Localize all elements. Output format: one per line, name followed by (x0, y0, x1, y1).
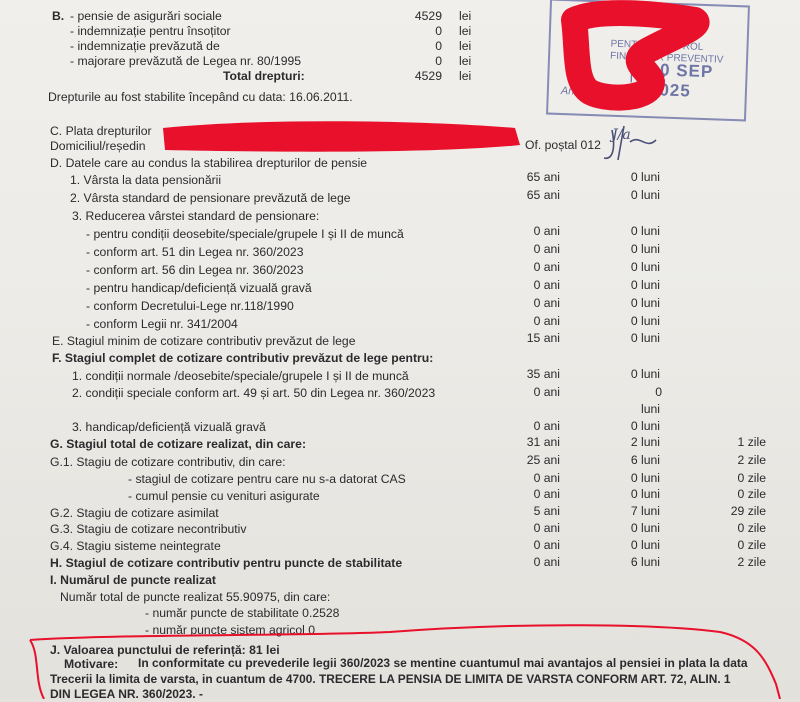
reduction-label: - conform Decretului-Lege nr.118/1990 (86, 299, 294, 313)
reduction-luni: 0 luni (630, 296, 660, 310)
section-b-unit: lei (459, 9, 472, 23)
f-row-luni-number: 0 (655, 385, 662, 399)
f-row-ani: 0 ani (533, 385, 560, 399)
section-b-value: 0 (435, 24, 442, 38)
reduction-label: - conform art. 51 din Legea nr. 360/2023 (86, 245, 304, 259)
reduction-luni: 0 luni (630, 278, 660, 292)
reduction-luni: 0 luni (630, 314, 660, 328)
section-d-title: D. Datele care au condus la stabilirea drepturilor de pensie (50, 156, 368, 170)
section-c-domicile: Domiciliul/reședin (50, 139, 146, 153)
section-b-value: 4529 (414, 9, 442, 23)
f-row-ani: 35 ani (526, 367, 560, 381)
g-total-zile: 1 zile (737, 435, 766, 449)
section-b-unit: lei (459, 39, 472, 53)
reduction-label: - conform art. 56 din Legea nr. 360/2023 (86, 263, 304, 277)
stamp-header: CASA (623, 7, 654, 21)
handwritten-initials: J/a (612, 127, 631, 143)
section-b-label: - pensie de asigurări sociale (70, 9, 222, 23)
section-b-letter: B. (52, 9, 65, 23)
g-row-ani: 0 ani (533, 521, 560, 535)
section-h-zile: 2 zile (737, 555, 766, 569)
f-row-luni: 0 luni (630, 367, 660, 381)
reduction-luni: 0 luni (630, 260, 660, 274)
g-total-luni: 2 luni (630, 435, 660, 449)
section-b-value: 0 (435, 39, 442, 53)
section-b-value: 0 (435, 54, 442, 68)
reduction-ani: 0 ani (533, 278, 560, 292)
g-row-label: G.3. Stagiu de cotizare necontributiv (50, 522, 247, 536)
g-row-zile: 0 zile (737, 538, 766, 552)
d-row-luni: 0 luni (630, 170, 660, 184)
g-row-zile: 0 zile (737, 487, 766, 501)
redaction-mark-c (163, 121, 520, 151)
g-row-luni: 0 luni (630, 521, 660, 535)
g-row-zile: 0 zile (737, 521, 766, 535)
total-points: Număr total de puncte realizat 55.90975, din care: (60, 590, 331, 604)
section-e-label: E. Stagiul minim de cotizare contributiv prevăzut de lege (52, 334, 356, 348)
g-row-label: G.4. Stagiu sisteme neintegrate (50, 539, 221, 553)
section-j-title: J. Valoarea punctului de referință: 81 lei (50, 643, 280, 657)
stamp-date: 10 SEP 2025 (648, 60, 714, 101)
g-row-label: - stagiul de cotizare pentru care nu s-a datorat CAS (128, 472, 406, 486)
d-row-label: 2. Vârsta standard de pensionare prevăzută de lege (70, 191, 351, 205)
f-row-luni: 0 luni (630, 419, 660, 433)
section-h-luni: 6 luni (630, 555, 660, 569)
section-e-luni: 0 luni (630, 331, 660, 345)
rights-established-date: Drepturile au fost stabilite începând cu data: 16.06.2011. (48, 90, 353, 104)
f-row-label: 3. handicap/deficiență vizuală gravă (72, 420, 266, 434)
reduction-label: - conform Legii nr. 341/2004 (86, 317, 238, 331)
g-row-zile: 29 zile (730, 504, 766, 518)
section-f-title: F. Stagiul complet de cotizare contributiv prevăzut de lege pentru: (52, 351, 434, 365)
f-row-luni-word: luni (641, 402, 660, 416)
g-row-luni: 7 luni (630, 504, 660, 518)
g-total-ani: 31 ani (526, 435, 560, 449)
g-row-ani: 0 ani (533, 487, 560, 501)
section-e-ani: 15 ani (526, 331, 560, 345)
stamp-an: An... (560, 84, 584, 98)
g-row-label: G.2. Stagiu de cotizare asimilat (50, 506, 219, 520)
g-row-luni: 6 luni (630, 453, 660, 467)
total-drepturi-unit: lei (459, 69, 472, 83)
total-drepturi-label: Total drepturi: (223, 69, 305, 83)
section-b-label: - majorare prevăzută de Legea nr. 80/1995 (70, 54, 302, 68)
f-row-label: 2. condiții speciale conform art. 49 și art. 50 din Legea nr. 360/2023 (72, 386, 436, 400)
f-row-ani: 0 ani (533, 419, 560, 433)
g-row-zile: 2 zile (737, 453, 766, 467)
section-g-title: G. Stagiul total de cotizare realizat, din care: (50, 437, 307, 451)
reduction-luni: 0 luni (630, 224, 660, 238)
agricultural-points: - număr puncte sistem agricol 0 (145, 623, 316, 637)
section-b-label: - indemnizație pentru însoțitor (70, 24, 231, 38)
g-row-ani: 0 ani (533, 471, 560, 485)
postal-office: Of. poștal 012 (525, 138, 601, 152)
d-row-ani: 65 ani (526, 188, 560, 202)
g-row-luni: 0 luni (630, 487, 660, 501)
section-h-ani: 0 ani (533, 555, 560, 569)
g-row-luni: 0 luni (630, 471, 660, 485)
reduction-label: - pentru handicap/deficiență vizuală gravă (86, 281, 312, 295)
official-stamp (546, 0, 750, 121)
reduction-ani: 0 ani (533, 242, 560, 256)
d-row-ani: 65 ani (526, 170, 560, 184)
g-row-label: - cumul pensie cu venituri asigurate (128, 489, 320, 503)
d-row-label: 1. Vârsta la data pensionării (70, 173, 222, 187)
g-row-ani: 0 ani (533, 538, 560, 552)
motivation-line1: In conformitate cu prevederile legii 360/2023 se mentine cuantumul mai avantajos al pensiei in plata la data (138, 656, 748, 670)
reduction-ani: 0 ani (533, 296, 560, 310)
stamp-line2: FINANCIAR PREVENTIV (609, 50, 724, 66)
stamp-line1: PENTRU CONTROL (610, 38, 704, 53)
section-i-title: I. Numărul de puncte realizat (50, 573, 216, 587)
section-b-unit: lei (459, 54, 472, 68)
reduction-title: 3. Reducerea vârstei standard de pensionare: (72, 209, 320, 223)
g-row-zile: 0 zile (737, 471, 766, 485)
g-row-label: G.1. Stagiu de cotizare contributiv, din care: (50, 455, 286, 469)
section-h-label: H. Stagiul de cotizare contributiv pentru puncte de stabilitate (50, 556, 403, 570)
motivation-line2: Trecerii la limita de varsta, in cuantum de 4700. TRECERE LA PENSIA DE LIMITA DE VARSTA CONFORM ART. 72, ALIN. 1 (50, 672, 731, 686)
motivation-label: Motivare: (64, 657, 119, 671)
section-b-label: - indemnizație prevăzută de (70, 39, 220, 53)
g-row-luni: 0 luni (630, 538, 660, 552)
f-row-label: 1. condiții normale /deosebite/speciale/grupele I și II de muncă (72, 369, 409, 383)
section-b-unit: lei (459, 24, 472, 38)
g-row-ani: 25 ani (526, 453, 560, 467)
g-row-ani: 5 ani (533, 504, 560, 518)
section-c-label: C. Plata drepturilor (50, 124, 152, 138)
reduction-luni: 0 luni (630, 242, 660, 256)
total-drepturi-value: 4529 (414, 69, 442, 83)
reduction-ani: 0 ani (533, 224, 560, 238)
stability-points: - număr puncte de stabilitate 0.2528 (145, 606, 340, 620)
d-row-luni: 0 luni (630, 188, 660, 202)
reduction-ani: 0 ani (533, 260, 560, 274)
motivation-line3: DIN LEGEA NR. 360/2023. - (50, 687, 203, 701)
reduction-label: - pentru condiții deosebite/speciale/grupele I și II de muncă (86, 227, 404, 241)
reduction-ani: 0 ani (533, 314, 560, 328)
stamp-number: NR 3 (629, 69, 667, 88)
